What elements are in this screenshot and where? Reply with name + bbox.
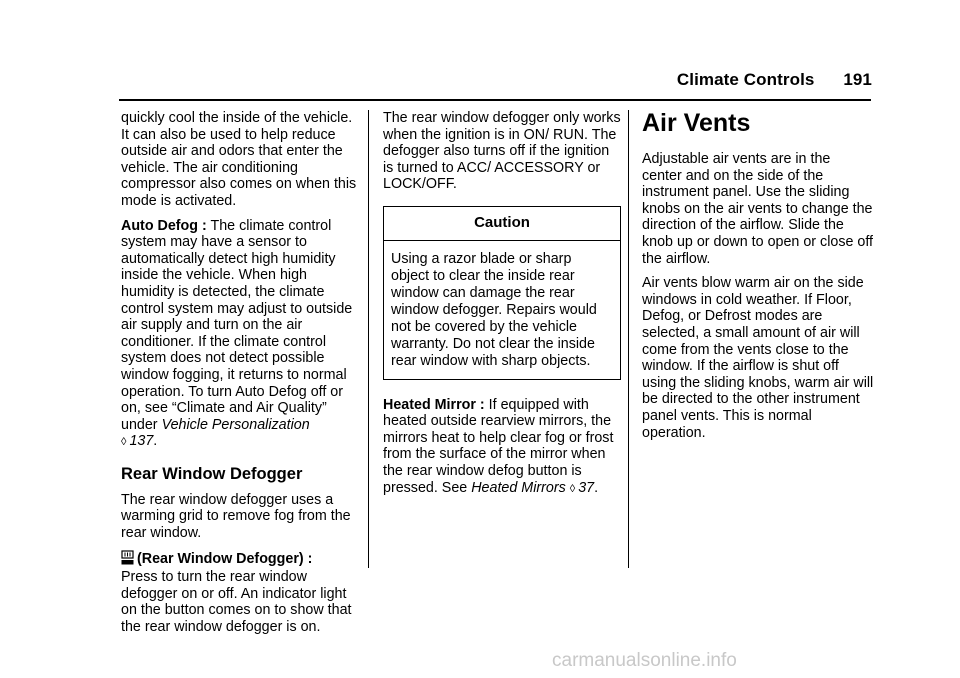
paragraph-text: The climate control system may have a sensor to automatically detect high humidity inside the vehicle. When high humidity is detected, the climate control system may adjust to outside air supply and turn on the air conditioner. If the climate control system does not detect possible window fogging, it returns to normal operation. To turn Auto Defog off or on, see “Climate and Air Quality” under <box>121 217 353 433</box>
caution-title: Caution <box>384 207 620 241</box>
watermark: carmanualsonline.info <box>552 650 737 671</box>
caution-text: Using a razor blade or sharp object to clear the inside rear window can damage the rear window defogger. Repairs would not be covered by the vehicle warranty. Do not clear the inside rear window with sharp objects. <box>391 250 597 369</box>
column-2 <box>383 110 621 505</box>
page-header <box>677 70 872 90</box>
page-reference-number: 137 <box>129 433 154 450</box>
paragraph-text: Press to turn the rear window defogger on or off. An indicator light on the button comes on to show that the rear window defogger is on. <box>121 569 352 636</box>
paragraph: The rear window defogger uses a warming grid to remove fog from the rear window. <box>121 491 351 542</box>
term-label: Auto Defog : <box>121 217 207 234</box>
column-divider <box>628 110 629 568</box>
page-number: 191 <box>843 70 872 89</box>
cross-reference[interactable]: Heated Mirrors <box>471 479 566 496</box>
rear-defog-icon <box>121 550 134 570</box>
section-title: Climate Controls <box>676 70 815 89</box>
cross-reference[interactable]: Vehicle Personalization <box>161 416 310 433</box>
column-divider <box>368 110 369 568</box>
paragraph: The rear window defogger only works when the ignition is in ON/ RUN. The defogger also turns off if the ignition is turned to ACC/ ACCESSORY or LOCK/OFF. <box>383 110 621 193</box>
paragraph <box>121 550 359 636</box>
term-label: Heated Mirror : <box>383 396 485 413</box>
column-3 <box>642 110 874 449</box>
section-heading: Air Vents <box>642 109 751 137</box>
page-reference-arrow-icon: ◊ <box>121 436 127 449</box>
page-reference-arrow-icon: ◊ <box>569 482 576 495</box>
header-rule <box>119 99 871 101</box>
term-label: (Rear Window Defogger) : <box>137 550 313 567</box>
paragraph <box>383 397 621 498</box>
paragraph-text: If equipped with heated outside rearview mirrors, the mirrors heat to help clear fog or frost from the surface of the mirror when the rear window defog button is pressed. See <box>383 396 614 496</box>
paragraph: Adjustable air vents are in the center and on the side of the instrument panel. Use the sliding knobs on the air vents to change the direction of the airflow. Slide the knob up or down to open or close off the airflow. <box>642 151 874 267</box>
page-reference[interactable]: ◊ 37. <box>569 479 599 496</box>
page-reference[interactable]: ◊ 137. <box>121 433 158 450</box>
section-heading: Rear Window Defogger <box>121 464 303 483</box>
column-1 <box>121 110 359 644</box>
page-reference-number: 37 <box>578 479 595 496</box>
paragraph <box>121 218 359 451</box>
paragraph: quickly cool the inside of the vehicle. It can also be used to help reduce outside air and odors that enter the vehicle. The air conditioning compressor also comes on when this mode is activated. <box>121 110 357 209</box>
paragraph: Air vents blow warm air on the side windows in cold weather. If Floor, Defog, or Defrost modes are selected, a small amount of air will come from the vents close to the window. If the airflow is shut off using the sliding knobs, warm air will be directed to the other instrument panel vents. This is normal operation. <box>642 275 874 441</box>
caution-box <box>383 206 621 380</box>
